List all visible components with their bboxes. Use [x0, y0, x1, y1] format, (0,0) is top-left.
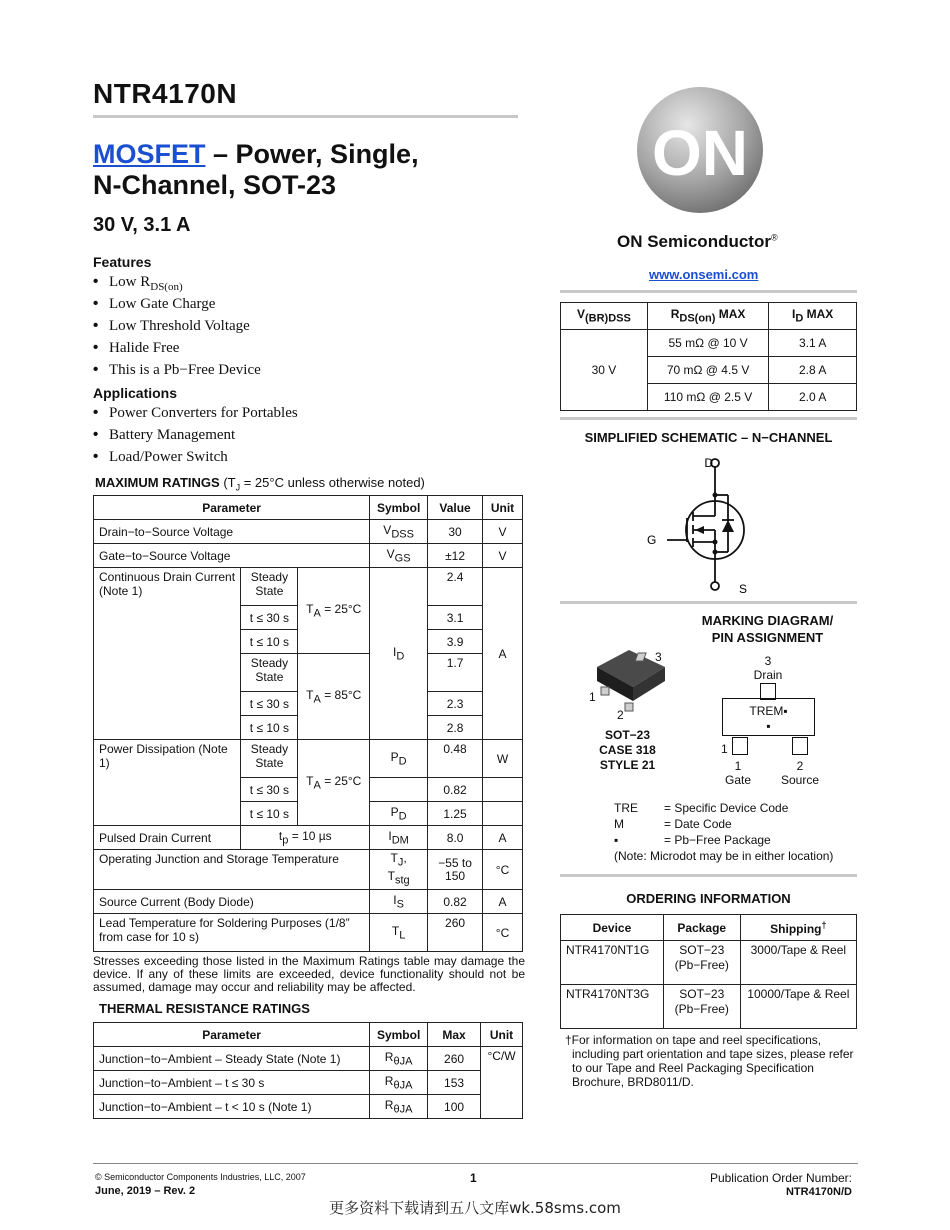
on-logo-icon — [635, 85, 765, 215]
marking-box: TREM▪ ▪ — [722, 698, 815, 736]
source-label: S — [739, 582, 748, 596]
table-row: t ≤ 30 s 3.1 — [94, 606, 523, 630]
table-row: Junction−to−Ambient – Steady State (Note 1) $R_{\theta JA}$ 260 °C/W — [94, 1047, 523, 1071]
marking-legend: TRE = Specific Device Code M = Date Code ▪ = Pb−Free Package (Note: Microdot may be in either location) — [614, 801, 834, 863]
sot23-package-icon — [585, 645, 680, 715]
thermal-heading: THERMAL RESISTANCE RATINGS — [99, 1001, 310, 1016]
max-ratings-table: Parameter Symbol Value Unit Drain−to−Source Voltage $V_{DSS}$ 30 V Gate−to−Source Voltage $V_{GS}$ ±12 V Continuous Drain Current (Note 1) Steady State $T_A = 25^\circ C$ $I_D$ 2.4 A t ≤ 30 s 3.1 t ≤ 10 s 3.9 Steady State $T_A = 85^\circ C$ 1.7 t ≤ 30 s 2.3 t ≤ 10 s 2.8 Power Dissipation (Note 1) Steady State $T_A = 25^\circ C$ $P_D$ 0.48 W t ≤ 30 s 0.82 t ≤ 10 s $P_D$ 1.25 Pulsed Drain Current $t_p = 10$ µs $I_{DM}$ 8.0 A Operating Junction and Storage Temperature $T_J$, $T_{stg}$ −55 to 150 °C Source Current (Body Diode) $I_S$ 0.82 A Lead Temperature for Soldering Purposes (1/8” from case for 10 s) $T_L$ 260 °C — [93, 495, 523, 952]
logo-mark: ON — [652, 117, 748, 189]
spec-table: $V_{(BR)DSS}$ $R_{DS(on)}$ MAX $I_D$ MAX 30 V 55 mΩ @ 10 V 3.1 A 70 mΩ @ 4.5 V 2.8 A 110 mΩ @ 2.5 V 2.0 A — [560, 302, 857, 411]
table-row: 70 mΩ @ 4.5 V 2.8 A — [561, 357, 857, 384]
list-item: • Halide Free — [93, 337, 261, 359]
table-row: NTR4170NT1G SOT−23 (Pb−Free) 3000/Tape & Reel — [561, 941, 857, 985]
table-row: Operating Junction and Storage Temperature $T_J$, $T_{stg}$ −55 to 150 °C — [94, 850, 523, 890]
pin2-pad — [792, 737, 808, 755]
list-item: • Load/Power Switch — [93, 446, 298, 468]
marking-heading: MARKING DIAGRAM/ PIN ASSIGNMENT — [701, 613, 834, 645]
pkg-pin2-label: 2 — [617, 708, 624, 722]
pin1-corner-label: 1 — [721, 742, 728, 756]
max-ratings-heading: MAXIMUM RATINGS ($T_J = 25^\circ C$ unless otherwise noted) — [95, 475, 425, 493]
table-row: Continuous Drain Current (Note 1) Steady State $T_A = 25^\circ C$ $I_D$ 2.4 A — [94, 568, 523, 606]
pkg-pin1-label: 1 — [589, 690, 596, 704]
table-row: NTR4170NT3G SOT−23 (Pb−Free) 10000/Tape & Reel — [561, 985, 857, 1029]
right-rule-4 — [560, 874, 857, 877]
pin2-label: 2 Source — [780, 759, 820, 787]
table-row: Drain−to−Source Voltage $V_{DSS}$ 30 V — [94, 520, 523, 544]
publication-label: Publication Order Number: — [709, 1171, 852, 1185]
list-item: • Low Gate Charge — [93, 293, 261, 315]
list-item: • Power Converters for Portables — [93, 402, 298, 424]
table-row: Lead Temperature for Soldering Purposes (1/8” from case for 10 s) $T_L$ 260 °C — [94, 914, 523, 952]
revision-date: June, 2019 – Rev. 2 — [95, 1185, 196, 1197]
table-row: t ≤ 30 s 2.3 — [94, 692, 523, 716]
title-line2: N-Channel, SOT-23 — [93, 170, 337, 200]
pin1-label: 1 Gate — [724, 759, 751, 787]
table-row: Source Current (Body Diode) $I_S$ 0.82 A — [94, 890, 523, 914]
title-line1: – Power, Single, — [205, 139, 419, 169]
page-title — [93, 139, 523, 201]
table-row: Power Dissipation (Note 1) Steady State $T_A = 25^\circ C$ $P_D$ 0.48 W — [94, 740, 523, 778]
pkg-pin3-label: 3 — [655, 650, 662, 664]
applications-heading: Applications — [93, 385, 178, 401]
package-info: SOT−23 CASE 318 STYLE 21 — [599, 728, 656, 772]
right-rule-3 — [560, 601, 857, 604]
footer-divider — [93, 1163, 858, 1164]
table-row: 30 V 55 mΩ @ 10 V 3.1 A — [561, 330, 857, 357]
list-item: • Battery Management — [93, 424, 298, 446]
table-row: 110 mΩ @ 2.5 V 2.0 A — [561, 384, 857, 411]
table-row: t ≤ 30 s 0.82 — [94, 778, 523, 802]
ordering-table: Device Package Shipping† NTR4170NT1G SOT−23 (Pb−Free) 3000/Tape & Reel NTR4170NT3G SOT−23 (Pb−Free) 10000/Tape & Reel — [560, 914, 857, 1029]
table-row: Junction−to−Ambient – t ≤ 30 s $R_{\theta JA}$ 153 — [94, 1071, 523, 1095]
schematic-heading: SIMPLIFIED SCHEMATIC – N−CHANNEL — [584, 430, 833, 445]
header-rule — [93, 115, 518, 118]
gate-label: G — [647, 533, 657, 547]
table-row: t ≤ 10 s 2.8 — [94, 716, 523, 740]
website-link[interactable]: www.onsemi.com — [649, 267, 759, 282]
table-row: Gate−to−Source Voltage $V_{GS}$ ±12 V — [94, 544, 523, 568]
list-item: • This is a Pb−Free Device — [93, 359, 261, 381]
features-list — [93, 271, 261, 381]
watermark-text: 更多资料下载请到五八文库wk.58sms.com — [329, 1199, 621, 1217]
table-row: Junction−to−Ambient – t < 10 s (Note 1) $R_{\theta JA}$ 100 — [94, 1095, 523, 1119]
page-number: 1 — [470, 1171, 477, 1185]
table-row: t ≤ 10 s 3.9 — [94, 630, 523, 654]
max-ratings-note: Stresses exceeding those listed in the Maximum Ratings table may damage the device. If any of these limits are exceeded, device functionality should not be assumed, damage may occur and reliability may be affected. — [93, 954, 525, 994]
applications-list — [93, 402, 298, 468]
company-name: ON Semiconductor® — [617, 232, 778, 251]
pin1-pad — [732, 737, 748, 755]
mosfet-link[interactable]: MOSFET — [93, 139, 206, 169]
drain-label: D — [704, 456, 713, 470]
pin3-label: 3 Drain — [753, 654, 783, 682]
subtitle: 30 V, 3.1 A — [93, 214, 191, 236]
list-item: • Low Threshold Voltage — [93, 315, 261, 337]
ordering-footnote: †For information on tape and reel specifications, including part orientation and tape sizes, please refer to our Tape and Reel Packaging Specification Brochure, BRD8011/D. — [565, 1033, 854, 1089]
mosfet-schematic-icon — [640, 452, 770, 598]
table-row: Pulsed Drain Current $t_p = 10$ µs $I_{DM}$ 8.0 A — [94, 826, 523, 850]
ordering-heading: ORDERING INFORMATION — [626, 891, 791, 906]
right-rule-2 — [560, 417, 857, 420]
copyright: © Semiconductor Components Industries, LLC, 2007 — [95, 1172, 306, 1182]
publication-number: NTR4170N/D — [785, 1186, 852, 1198]
features-heading: Features — [93, 254, 152, 270]
part-number: NTR4170N — [93, 78, 238, 109]
thermal-table: Parameter Symbol Max Unit Junction−to−Ambient – Steady State (Note 1) $R_{\theta JA}$ 260 °C/W Junction−to−Ambient – t ≤ 30 s $R_{\theta JA}$ 153 Junction−to−Ambient – t < 10 s (Note 1) $R_{\theta JA}$ 100 — [93, 1022, 523, 1119]
list-item: • Low $R_{DS(on)}$ — [93, 271, 261, 293]
table-row: t ≤ 10 s $P_D$ 1.25 — [94, 802, 523, 826]
table-row: Steady State $T_A = 85^\circ C$ 1.7 — [94, 654, 523, 692]
right-rule-1 — [560, 290, 857, 293]
